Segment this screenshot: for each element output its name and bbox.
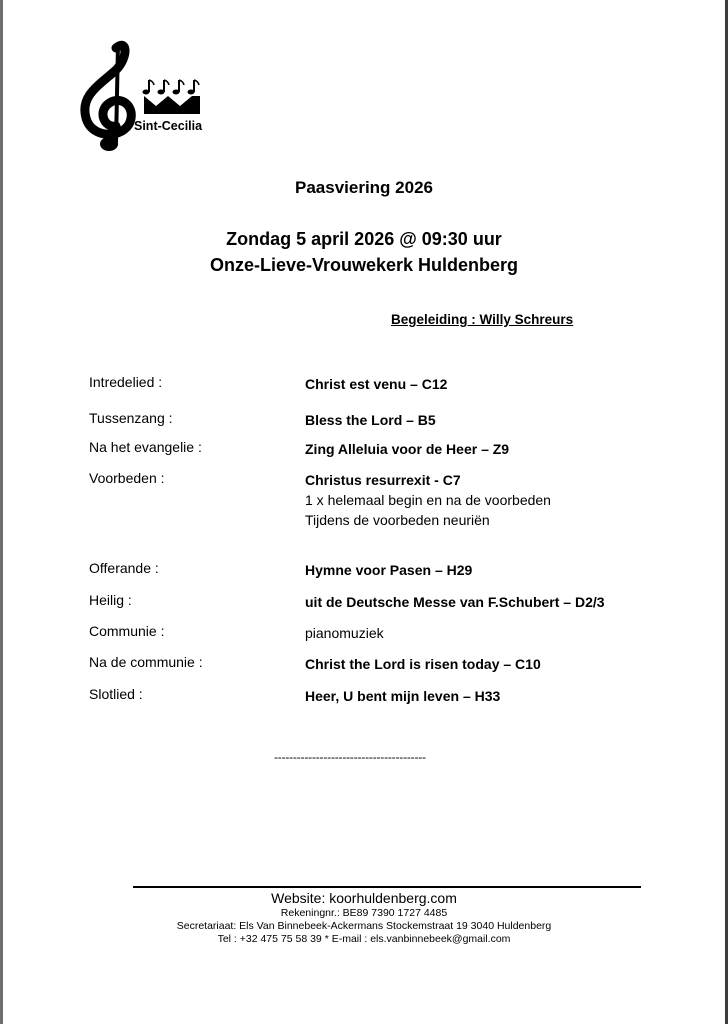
footer-divider	[133, 886, 641, 888]
program-label: Heilig :	[89, 592, 132, 608]
footer-account: Rekeningnr.: BE89 7390 1727 4485	[280, 907, 448, 919]
program-song: pianomuziek	[305, 625, 384, 641]
separator-line: ----------------------------------------	[274, 750, 426, 764]
program-song: Hymne voor Pasen – H29	[305, 562, 473, 578]
program-label: Communie :	[89, 623, 165, 639]
program-note: Tijdens de voorbeden neuriën	[305, 512, 490, 528]
footer-website: Website: koorhuldenberg.com	[271, 890, 457, 906]
page-title: Paasviering 2026	[295, 178, 433, 197]
footer-contact: Tel : +32 475 75 58 39 * E-mail : els.vanbinnebeek@gmail.com	[217, 933, 511, 945]
footer-secretariat: Secretariaat: Els Van Binnebeek-Ackermans Stockemstraat 19 3040 Huldenberg	[176, 920, 552, 932]
program-song: Christ est venu – C12	[305, 376, 448, 392]
accompaniment: Begeleiding : Willy Schreurs	[391, 312, 574, 327]
svg-text:Sint-Cecilia: Sint-Cecilia	[134, 119, 203, 133]
program-label: Na de communie :	[89, 654, 203, 670]
program-song: uit de Deutsche Messe van F.Schubert – D2/3	[305, 594, 605, 610]
page-left-edge	[0, 0, 3, 1024]
program-label: Na het evangelie :	[89, 439, 202, 455]
program-label: Tussenzang :	[89, 410, 173, 426]
program-song: Christus resurrexit - C7	[305, 472, 461, 488]
program-label: Intredelied :	[89, 374, 163, 390]
program-label: Slotlied :	[89, 686, 143, 702]
program-label: Voorbeden :	[89, 470, 165, 486]
treble-clef-crown-icon	[76, 36, 226, 156]
program-song: Bless the Lord – B5	[305, 412, 436, 428]
program-song: Heer, U bent mijn leven – H33	[305, 688, 501, 704]
service-location: Onze-Lieve-Vrouwekerk Huldenberg	[209, 255, 519, 275]
program-label: Offerande :	[89, 560, 159, 576]
choir-logo	[76, 36, 226, 156]
program-song: Zing Alleluia voor de Heer – Z9	[305, 441, 510, 457]
program-note: 1 x helemaal begin en na de voorbeden	[305, 492, 551, 508]
program-song: Christ the Lord is risen today – C10	[305, 656, 541, 672]
service-date: Zondag 5 april 2026 @ 09:30 uur	[226, 229, 502, 249]
